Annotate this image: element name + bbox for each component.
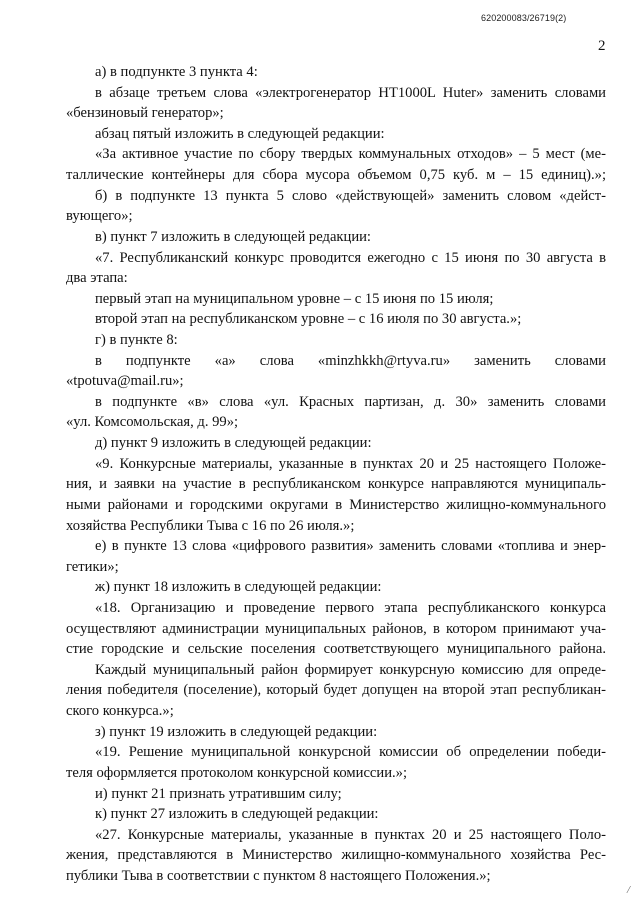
- text-line: первый этап на муниципальном уровне – с 15 июня по 15 июля;: [95, 290, 494, 307]
- text-line: з) пункт 19 изложить в следующей редакции:: [95, 723, 378, 740]
- text-line: теля оформляется протоколом конкурсной комиссии.»;: [66, 764, 408, 781]
- text-line: и) пункт 21 признать утратившим силу;: [95, 785, 342, 802]
- text-line: «27. Конкурсные материалы, указанные в пунктах 20 и 25 настоящего Поло-: [95, 826, 606, 843]
- corner-mark: /: [627, 884, 631, 896]
- text-line: в) пункт 7 изложить в следующей редакции:: [95, 228, 371, 245]
- text-line: гетики»;: [66, 558, 119, 575]
- text-line: ния, и заявки на участие в республиканском конкурсе направляются муниципаль-: [66, 476, 606, 493]
- text-line: в подпункте «в» слова «ул. Красных партизан, д. 30» заменить словами: [95, 393, 606, 410]
- text-line: б) в подпункте 13 пункта 5 слово «действующей» заменить словом «дейст-: [95, 187, 606, 204]
- document-id: 620200083/26719(2): [481, 13, 567, 23]
- text-line: два этапа:: [66, 270, 128, 287]
- text-line: ж) пункт 18 изложить в следующей редакции:: [95, 579, 382, 596]
- text-line: ления победителя (поселение), который будет допущен на второй этап республикан-: [66, 682, 606, 699]
- text-line: «tpotuva@mail.ru»;: [66, 373, 184, 390]
- text-line: а) в подпункте 3 пункта 4:: [95, 64, 258, 80]
- text-line: «ул. Комсомольская, д. 99»;: [66, 414, 239, 431]
- text-line: ского конкурса.»;: [66, 703, 174, 720]
- text-line: к) пункт 27 изложить в следующей редакции:: [95, 806, 379, 823]
- text-line: вующего»;: [66, 208, 133, 225]
- text-line: «За активное участие по сбору твердых коммунальных отходов» – 5 мест (ме-: [95, 146, 606, 163]
- text-line: в подпункте «а» слова «minzhkkh@rtyva.ru» заменить словами: [95, 352, 606, 369]
- text-line: хозяйства Республики Тыва с 16 по 26 июля.»;: [66, 517, 355, 534]
- page-number: 2: [598, 38, 606, 54]
- text-line: «бензиновый генератор»;: [66, 105, 224, 122]
- text-line: «9. Конкурсные материалы, указанные в пунктах 20 и 25 настоящего Положе-: [95, 455, 606, 472]
- text-line: таллические контейнеры для сбора мусора объемом 0,75 куб. м – 15 единиц).»;: [66, 167, 606, 184]
- text-line: ными районами и городскими округами в Министерство жилищно-коммунального: [66, 496, 606, 513]
- text-line: «7. Республиканский конкурс проводится ежегодно с 15 июня по 30 августа в: [95, 249, 606, 266]
- text-line: стие городские и сельские поселения соответствующего муниципального района.: [66, 641, 606, 658]
- text-line: е) в пункте 13 слова «цифрового развития» заменить словами «топлива и энер-: [95, 538, 606, 555]
- text-line: публики Тыва в соответствии с пунктом 8 настоящего Положения.»;: [66, 868, 491, 884]
- text-line: второй этап на республиканском уровне – с 16 июля по 30 августа.»;: [95, 311, 522, 328]
- text-line: «18. Организацию и проведение первого этапа республиканского конкурса: [95, 600, 606, 616]
- text-line: в абзаце третьем слова «электрогенератор НТ1000L Huter» заменить словами: [95, 84, 606, 101]
- text-line: осуществляют администрации муниципальных районов, в котором принимают уча-: [66, 620, 606, 637]
- text-line: жения, представляются в Министерство жилищно-коммунального хозяйства Рес-: [66, 847, 606, 864]
- text-line: Каждый муниципальный район формирует конкурсную комиссию для опреде-: [95, 661, 606, 678]
- text-line: г) в пункте 8:: [95, 332, 178, 348]
- text-line: «19. Решение муниципальной конкурсной комиссии об определении победи-: [95, 744, 606, 761]
- text-line: д) пункт 9 изложить в следующей редакции:: [95, 435, 372, 452]
- text-line: абзац пятый изложить в следующей редакции:: [95, 125, 385, 142]
